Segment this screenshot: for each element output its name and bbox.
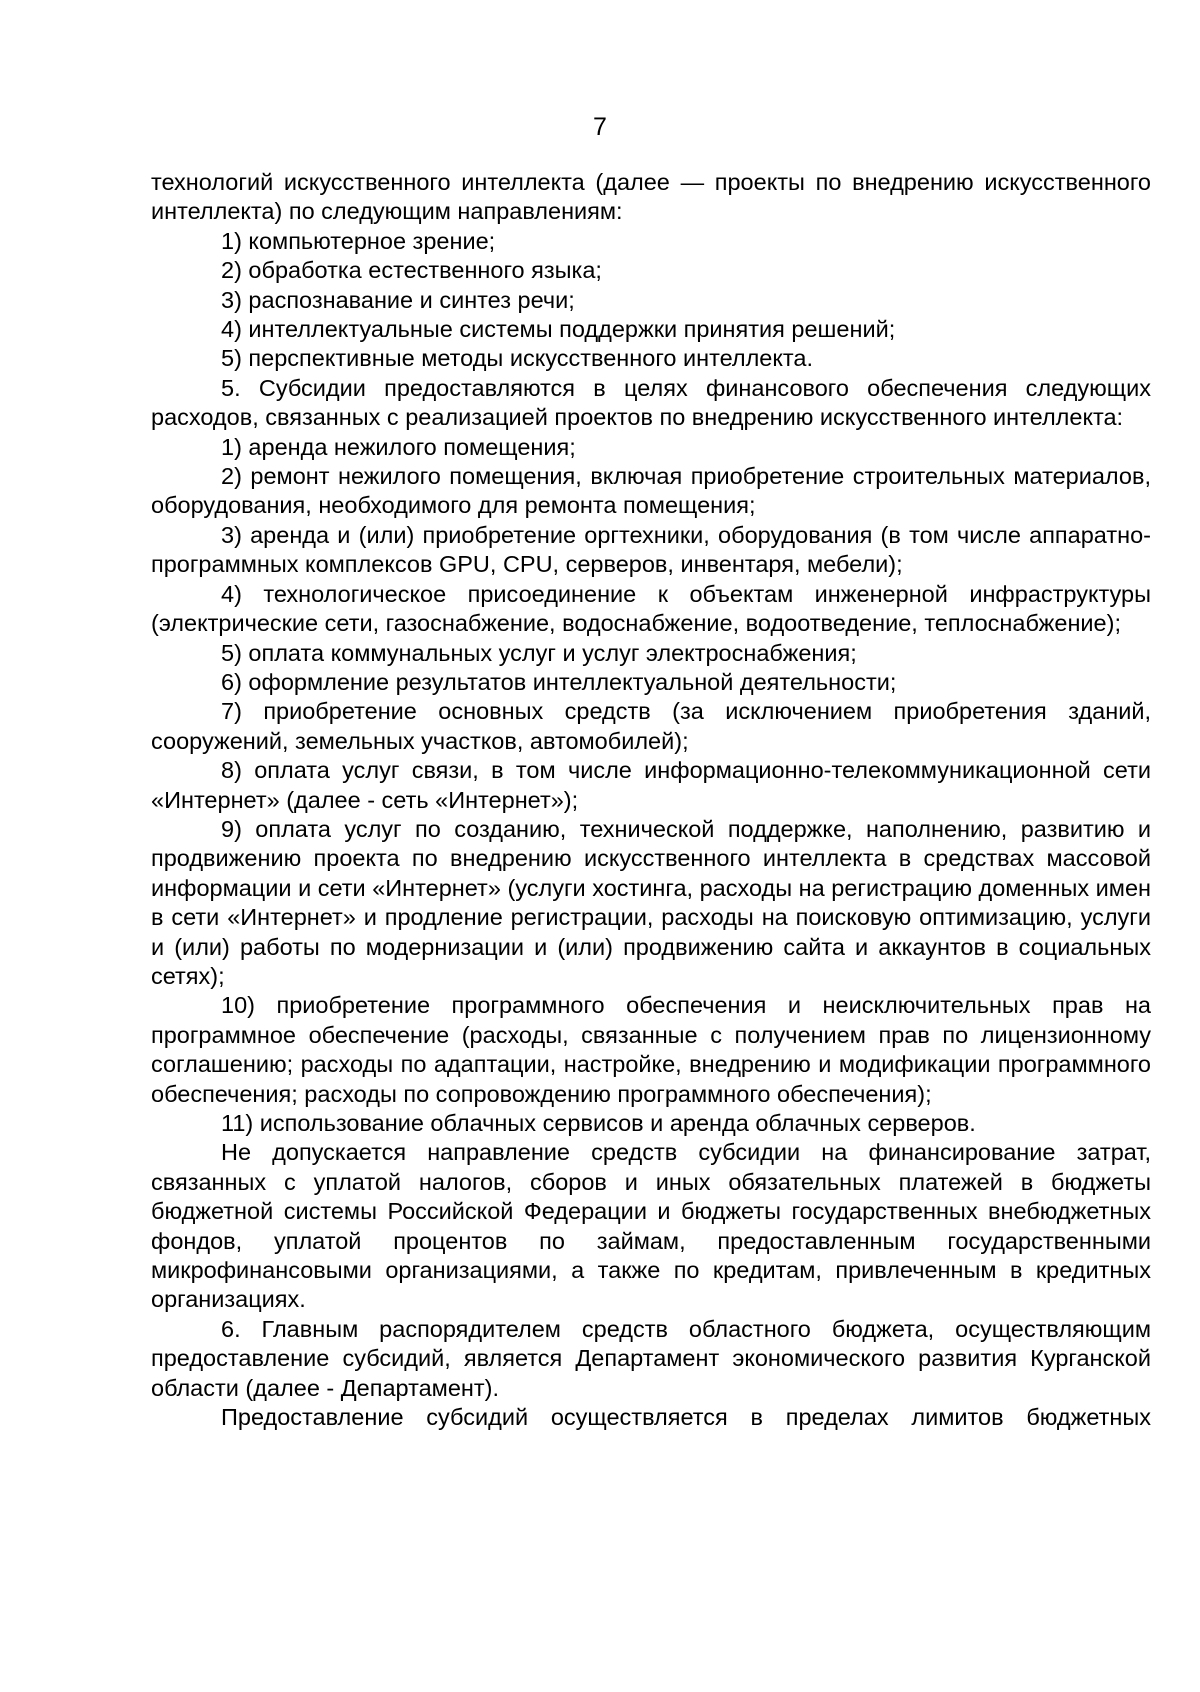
list-item: 8) оплата услуг связи, в том числе информационно-телекоммуникационной сети «Интернет» (далее - сеть «Интернет»); xyxy=(151,757,1151,813)
list-item: 3) распознавание и синтез речи; xyxy=(221,286,575,313)
list-item: 4) интеллектуальные системы поддержки принятия решений; xyxy=(221,316,896,343)
list-item: 1) аренда нежилого помещения; xyxy=(221,433,576,460)
paragraph: Не допускается направление средств субсидии на финансирование затрат, связанных с уплатой налогов, сборов и иных обязательных платежей в бюджеты бюджетной системы Российской Федерации и бюджеты государственных внебюджетных фондов, уплатой процентов по займам, предоставленным государственными микрофинансовыми организациями, а также по кредитам, привлеченным в кредитных организациях. xyxy=(151,1139,1151,1313)
list-item: 3) аренда и (или) приобретение оргтехники, оборудования (в том числе аппаратно-программных комплексов GPU, CPU, серверов, инвентаря, мебели); xyxy=(151,521,1151,578)
list-item: 5) перспективные методы искусственного интеллекта. xyxy=(221,345,814,372)
list-item: 6) оформление результатов интеллектуальной деятельности; xyxy=(221,668,897,695)
paragraph: Предоставление субсидий осуществляется в пределах лимитов бюджетных xyxy=(221,1404,1151,1431)
page-number: 7 xyxy=(593,113,607,141)
list-item: 5) оплата коммунальных услуг и услуг электроснабжения; xyxy=(221,639,857,666)
list-item: 4) технологическое присоединение к объектам инженерной инфраструктуры (электрические сети, газоснабжение, водоснабжение, водоотведение, теплоснабжение); xyxy=(151,580,1151,637)
paragraph: технологий искусственного интеллекта (далее — проекты по внедрению искусственного интеллекта) по следующим направлениям: xyxy=(151,169,1151,225)
list-item: 11) использование облачных сервисов и аренда облачных серверов. xyxy=(221,1110,976,1136)
document-body xyxy=(151,168,1151,1432)
list-item: 7) приобретение основных средств (за исключением приобретения зданий, сооружений, земельных участков, автомобилей); xyxy=(151,698,1151,754)
list-item: 1) компьютерное зрение; xyxy=(221,227,496,254)
list-item: 10) приобретение программного обеспечения и неисключительных прав на программное обеспечение (расходы, связанные с получением прав по лицензионному соглашению; расходы по адаптации, настройке, внедрению и модификации программного обеспечения; расходы по сопровождению программного обеспечения); xyxy=(151,992,1151,1107)
paragraph: 6. Главным распорядителем средств областного бюджета, осуществляющим предоставление субсидий, является Департамент экономического развития Курганской области (далее - Департамент). xyxy=(151,1315,1151,1401)
list-item: 2) ремонт нежилого помещения, включая приобретение строительных материалов, оборудования, необходимого для ремонта помещения; xyxy=(151,463,1151,519)
list-item: 2) обработка естественного языка; xyxy=(221,257,602,284)
paragraph: 5. Субсидии предоставляются в целях финансового обеспечения следующих расходов, связанных с реализацией проектов по внедрению искусственного интеллекта: xyxy=(151,374,1151,431)
list-item: 9) оплата услуг по созданию, технической поддержке, наполнению, развитию и продвижению проекта по внедрению искусственного интеллекта в средствах массовой информации и сети «Интернет» (услуги хостинга, расходы на регистрацию доменных имен в сети «Интернет» и продление регистрации, расходы на поисковую оптимизацию, услуги и (или) работы по модернизации и (или) продвижению сайта и аккаунтов в социальных сетях); xyxy=(151,815,1151,989)
